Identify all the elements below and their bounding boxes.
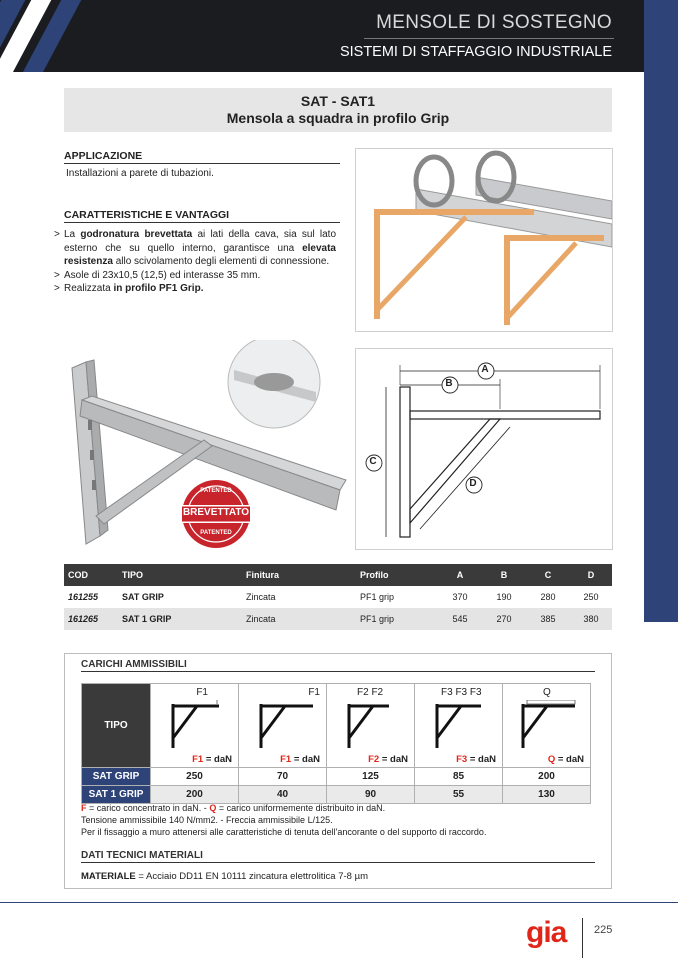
badge-bottom-text: PATENTED	[200, 530, 232, 536]
gia-logo: gia	[526, 916, 567, 949]
load-value: 130	[503, 786, 591, 804]
load-value: 70	[239, 768, 327, 786]
load-unit: F2 = daN	[368, 754, 408, 765]
cell-profilo: PF1 grip	[356, 586, 438, 608]
loads-section	[64, 653, 612, 889]
load-value: 250	[151, 768, 239, 786]
load-value: 200	[151, 786, 239, 804]
load-case-4	[415, 684, 503, 768]
load-value: 90	[327, 786, 415, 804]
table-row	[64, 586, 612, 608]
load-label: F1	[196, 687, 208, 698]
col-cod: COD	[64, 564, 118, 586]
cell-finitura: Zincata	[242, 608, 356, 630]
applicazione-heading: APPLICAZIONE	[64, 150, 340, 164]
dim-label-d: D	[469, 478, 477, 489]
header-divider	[364, 38, 614, 39]
bracket-icon	[433, 700, 493, 750]
installation-photo	[355, 148, 613, 332]
load-case-3	[327, 684, 415, 768]
col-tipo: TIPO	[118, 564, 242, 586]
load-unit: F1 = daN	[192, 754, 232, 765]
loads-notes	[81, 802, 486, 838]
load-case-2	[239, 684, 327, 768]
cell-profilo: PF1 grip	[356, 608, 438, 630]
cell-d: 380	[570, 608, 612, 630]
header-subtitle: SISTEMI DI STAFFAGGIO INDUSTRIALE	[339, 44, 612, 60]
load-value: 200	[503, 768, 591, 786]
product-title-box	[64, 88, 612, 132]
page-number: 225	[594, 924, 613, 936]
load-unit: F1 = daN	[280, 754, 320, 765]
cell-cod: 161255	[64, 586, 118, 608]
col-c: C	[526, 564, 570, 586]
dim-label-a: A	[481, 364, 489, 375]
table-row	[64, 608, 612, 630]
product-table	[64, 564, 612, 630]
bracket-icon	[169, 700, 229, 750]
loads-diagram-row	[82, 684, 591, 768]
loads-table	[81, 683, 591, 804]
bracket-icon	[345, 700, 405, 750]
load-label: F2 F2	[357, 687, 384, 698]
cell-tipo: SAT 1 GRIP	[118, 608, 242, 630]
tipo-header: TIPO	[82, 684, 151, 768]
feature-item: > Realizzata in profilo PF1 Grip.	[54, 282, 336, 296]
table-header-row	[64, 564, 612, 586]
col-profilo: Profilo	[356, 564, 438, 586]
badge-main-text: BREVETTATO	[182, 507, 250, 518]
cell-d: 250	[570, 586, 612, 608]
cell-a: 370	[438, 586, 482, 608]
dati-tecnici-title: DATI TECNICI MATERIALI	[81, 850, 595, 863]
cell-cod: 161265	[64, 608, 118, 630]
badge-top-text: PATENTED	[200, 488, 232, 494]
feature-item: > Asole di 23x10,5 (12,5) ed interasse 35 mm.	[54, 269, 336, 283]
col-b: B	[482, 564, 526, 586]
feature-item: > La godronatura brevettata ai lati della cava, sia sul lato esterno che su quello interno, garantisce una elevata resistenza allo scivolamento degli elementi di connessione.	[54, 228, 336, 269]
row-label: SAT 1 GRIP	[82, 786, 151, 804]
dim-label-b: B	[445, 378, 453, 389]
cell-b: 270	[482, 608, 526, 630]
loads-title: CARICHI AMMISSIBILI	[81, 659, 595, 672]
table-row	[82, 768, 591, 786]
materiale-line: MATERIALE = Acciaio DD11 EN 10111 zincatura elettrolitica 7-8 µm	[81, 871, 368, 882]
load-value: 125	[327, 768, 415, 786]
load-case-5	[503, 684, 591, 768]
col-d: D	[570, 564, 612, 586]
load-label: F1	[308, 687, 320, 698]
bracket-icon	[257, 700, 317, 750]
cell-c: 385	[526, 608, 570, 630]
col-a: A	[438, 564, 482, 586]
applicazione-text: Installazioni a parete di tubazioni.	[66, 168, 214, 179]
load-unit: Q = daN	[547, 754, 584, 765]
product-description: Mensola a squadra in profilo Grip	[226, 110, 450, 126]
note-line: F = carico concentrato in daN. - Q = carico uniformemente distribuito in daN.	[81, 803, 386, 813]
note-line: Per il fissaggio a muro attenersi alle caratteristiche di tenuta dell'ancorante o del supporto di raccordo.	[81, 827, 487, 837]
bracket-icon	[519, 700, 581, 750]
cell-c: 280	[526, 586, 570, 608]
load-unit: F3 = daN	[456, 754, 496, 765]
caratteristiche-heading: CARATTERISTICHE E VANTAGGI	[64, 209, 340, 223]
dimension-diagram	[355, 348, 613, 550]
footer-separator	[582, 918, 583, 958]
cell-finitura: Zincata	[242, 586, 356, 608]
load-case-1	[151, 684, 239, 768]
footer-divider	[0, 902, 678, 903]
load-value: 85	[415, 768, 503, 786]
row-label: SAT GRIP	[82, 768, 151, 786]
cell-tipo: SAT GRIP	[118, 586, 242, 608]
load-label: F3 F3 F3	[441, 687, 482, 698]
page-header	[0, 0, 644, 72]
load-value: 55	[415, 786, 503, 804]
features-list	[54, 228, 336, 296]
dim-label-c: C	[369, 456, 377, 467]
load-value: 40	[239, 786, 327, 804]
product-code-title: SAT - SAT1	[300, 93, 376, 109]
note-line: Tensione ammissibile 140 N/mm2. - Freccia ammissibile L/125.	[81, 815, 333, 825]
table-row	[82, 786, 591, 804]
header-title: MENSOLE DI SOSTEGNO	[376, 12, 612, 33]
cell-b: 190	[482, 586, 526, 608]
cell-a: 545	[438, 608, 482, 630]
load-label: Q	[543, 687, 551, 698]
side-band	[644, 0, 678, 622]
col-finitura: Finitura	[242, 564, 356, 586]
